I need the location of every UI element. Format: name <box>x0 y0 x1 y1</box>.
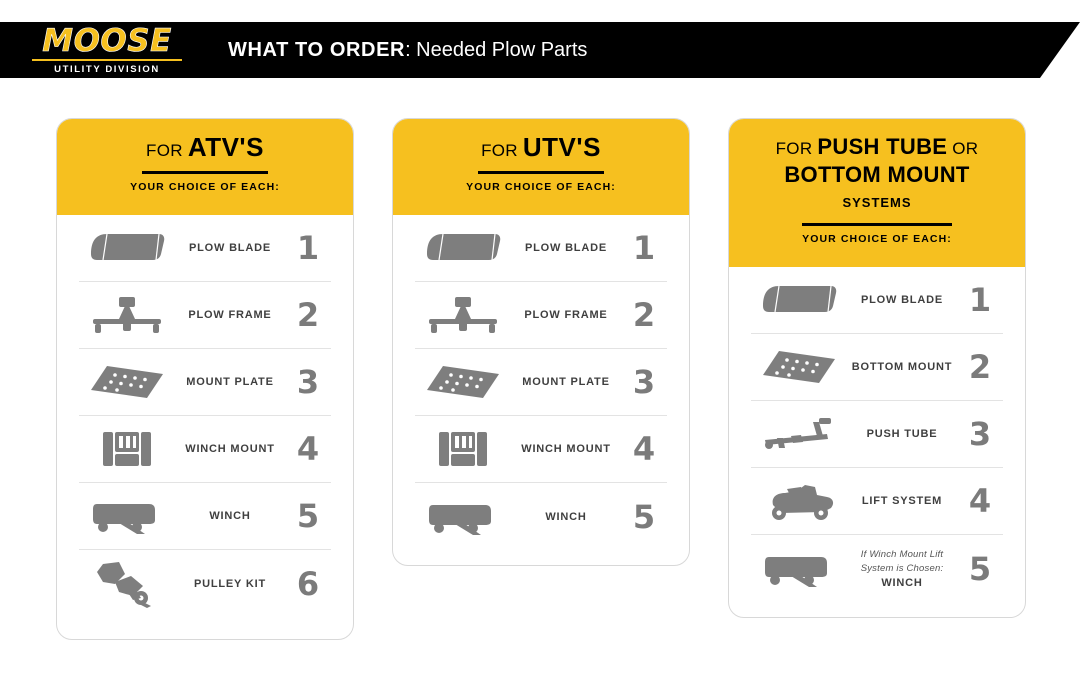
row-label: WINCH MOUNT <box>521 443 611 455</box>
plow-frame-icon <box>415 293 511 337</box>
card-push-title-line2: BOTTOM MOUNT <box>784 162 970 187</box>
page-title-strong: WHAT TO ORDER <box>228 39 406 61</box>
pulley-kit-icon <box>79 558 175 610</box>
page-title-rest: : Needed Plow Parts <box>405 39 588 61</box>
row-winch[interactable] <box>751 535 1003 602</box>
card-atv-title-main: ATV'S <box>187 132 264 162</box>
row-label: PLOW FRAME <box>188 309 272 321</box>
row-number: 1 <box>632 229 656 267</box>
mount-plate-icon <box>415 360 511 404</box>
row-number: 1 <box>296 229 320 267</box>
card-utv-choice-label: YOUR CHOICE OF EACH: <box>466 181 616 193</box>
row-bottom-mount[interactable] <box>751 334 1003 401</box>
row-label <box>847 548 957 590</box>
row-number: 3 <box>296 363 320 401</box>
card-utv-title-main: UTV'S <box>522 132 601 162</box>
card-push-tube-choice-label: YOUR CHOICE OF EACH: <box>802 233 952 245</box>
card-push-tube-title <box>741 135 1013 215</box>
card-push-title-main: PUSH TUBE <box>817 134 948 159</box>
row-label-text: WINCH <box>881 576 923 589</box>
row-number: 2 <box>632 296 656 334</box>
page-title <box>228 36 587 64</box>
logo-brand-text: MOOSE <box>42 22 172 59</box>
row-label: PUSH TUBE <box>866 428 938 440</box>
row-number: 3 <box>632 363 656 401</box>
row-plow-frame[interactable] <box>79 282 331 349</box>
winch-mount-icon <box>79 426 175 472</box>
row-winch-mount[interactable] <box>79 416 331 483</box>
row-number: 2 <box>296 296 320 334</box>
card-push-tube-header <box>729 119 1025 267</box>
page-header <box>0 0 1080 92</box>
moose-logo <box>14 22 200 78</box>
row-label: BOTTOM MOUNT <box>851 361 953 373</box>
row-label: MOUNT PLATE <box>522 376 610 388</box>
card-push-tube-title-rule <box>802 223 952 226</box>
plow-blade-icon <box>751 280 847 320</box>
row-label: LIFT SYSTEM <box>861 495 943 507</box>
row-note: If Winch Mount Lift System is Chosen: <box>860 548 944 574</box>
card-atv-rows <box>57 215 353 617</box>
card-atv <box>56 118 354 640</box>
row-push-tube[interactable] <box>751 401 1003 468</box>
row-label: PLOW FRAME <box>524 309 608 321</box>
row-label: PULLEY KIT <box>194 577 266 590</box>
row-plow-blade[interactable] <box>79 215 331 282</box>
row-number: 6 <box>296 564 320 603</box>
push-tube-icon <box>751 414 847 454</box>
row-number: 4 <box>632 430 656 468</box>
row-number: 2 <box>968 348 992 386</box>
winch-icon <box>79 496 175 536</box>
row-label: WINCH <box>545 510 587 523</box>
lift-system-icon <box>751 479 847 523</box>
card-utv-title-pre: FOR <box>481 141 523 160</box>
row-number: 3 <box>968 415 992 453</box>
card-utv <box>392 118 690 566</box>
row-label: PLOW BLADE <box>861 294 943 306</box>
row-number: 1 <box>968 281 992 319</box>
card-atv-choice-label: YOUR CHOICE OF EACH: <box>130 181 280 193</box>
card-push-tube-rows <box>729 267 1025 602</box>
logo-tagline-text: UTILITY DIVISION <box>54 63 160 75</box>
plow-frame-icon <box>79 293 175 337</box>
bottom-mount-icon <box>751 345 847 389</box>
row-plow-frame[interactable] <box>415 282 667 349</box>
card-utv-header <box>393 119 689 215</box>
card-utv-title-rule <box>478 171 604 174</box>
row-label: PLOW BLADE <box>525 242 607 254</box>
row-number: 4 <box>296 430 320 468</box>
card-atv-title-pre: FOR <box>146 141 188 160</box>
card-atv-title-rule <box>142 171 268 174</box>
row-pulley-kit[interactable] <box>79 550 331 617</box>
card-atv-header <box>57 119 353 215</box>
card-push-tube <box>728 118 1026 618</box>
row-mount-plate[interactable] <box>79 349 331 416</box>
row-label: PLOW BLADE <box>189 242 271 254</box>
winch-icon <box>415 497 511 537</box>
card-atv-title <box>69 132 341 163</box>
mount-plate-icon <box>79 360 175 404</box>
row-plow-blade[interactable] <box>415 215 667 282</box>
plow-blade-icon <box>415 228 511 268</box>
row-number: 4 <box>968 482 992 520</box>
plow-blade-icon <box>79 228 175 268</box>
row-mount-plate[interactable] <box>415 349 667 416</box>
row-label: WINCH <box>209 510 251 522</box>
winch-mount-icon <box>415 426 511 472</box>
card-push-title-line3: SYSTEMS <box>842 195 912 210</box>
card-push-title-pre: FOR <box>775 139 818 158</box>
row-lift-system[interactable] <box>751 468 1003 535</box>
row-number: 5 <box>968 549 992 588</box>
logo-divider <box>32 59 182 61</box>
winch-icon <box>751 549 847 589</box>
card-push-title-or: OR <box>947 139 979 158</box>
card-utv-title <box>405 132 677 163</box>
row-number: 5 <box>296 497 320 535</box>
row-number: 5 <box>632 497 656 536</box>
row-plow-blade[interactable] <box>751 267 1003 334</box>
row-winch[interactable] <box>79 483 331 550</box>
row-winch[interactable] <box>415 483 667 550</box>
card-utv-rows <box>393 215 689 550</box>
row-label: MOUNT PLATE <box>186 376 274 388</box>
row-winch-mount[interactable] <box>415 416 667 483</box>
row-label: WINCH MOUNT <box>185 443 275 455</box>
